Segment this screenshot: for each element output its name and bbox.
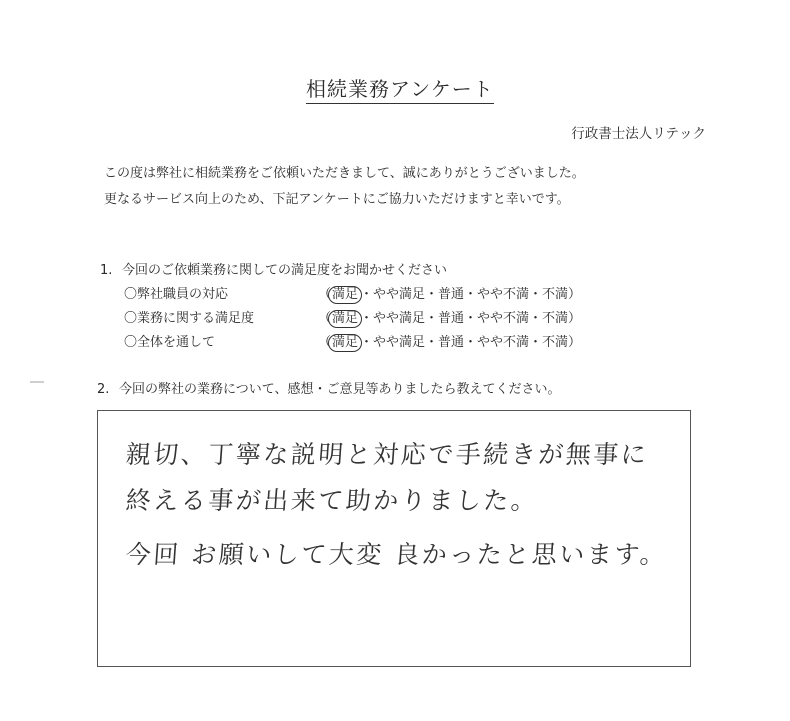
survey-title: 相続業務アンケート <box>306 76 494 104</box>
item-label: 〇全体を通して <box>124 335 216 350</box>
question-1 <box>100 259 447 278</box>
handwritten-line-1: 親切、丁寧な説明と対応で手続きが無事に <box>124 440 650 469</box>
question-1-text: 今回のご依頼業務に関しての満足度をお聞かせください <box>122 263 448 278</box>
company-name: 行政書士法人リテック <box>571 126 706 142</box>
item-label: 〇業務に関する満足度 <box>124 311 255 326</box>
intro-line-2: 更なるサービス向上のため、下記アンケートにご協力いただけますと幸いです。 <box>104 192 570 207</box>
scale-remaining-options: ・やや満足・普通・やや不満・不満） <box>360 335 582 350</box>
question-2-text: 今回の弊社の業務について、感想・ご意見等ありましたら教えてください。 <box>119 382 561 397</box>
selected-option-circle: 満足 <box>328 286 362 304</box>
handwritten-line-2: 終える事が出来て助かりました。 <box>124 486 540 515</box>
intro-line-1: この度は弊社に相続業務をご依頼いただきまして、誠にありがとうございました。 <box>104 166 585 181</box>
question-2 <box>97 378 560 397</box>
question-2-number: 2. <box>97 382 110 397</box>
satisfaction-scale: （満足 ・やや満足・普通・やや不満・不満） <box>318 335 582 350</box>
satisfaction-scale: （満足 ・やや満足・普通・やや不満・不満） <box>318 287 582 302</box>
handwritten-line-3: 今回 お願いして大変 良かったと思います。 <box>124 540 669 569</box>
comment-answer-box <box>97 410 691 667</box>
satisfaction-scale: （満足 ・やや満足・普通・やや不満・不満） <box>318 311 582 326</box>
item-label: 〇弊社職員の対応 <box>124 287 229 302</box>
question-1-number: 1. <box>100 263 113 278</box>
scale-remaining-options: ・やや満足・普通・やや不満・不満） <box>360 287 582 302</box>
selected-option-circle: 満足 <box>328 310 362 328</box>
intro-text <box>104 161 585 213</box>
scale-remaining-options: ・やや満足・普通・やや不満・不満） <box>360 311 582 326</box>
selected-option-circle: 満足 <box>328 334 362 352</box>
scan-mark <box>30 381 44 383</box>
